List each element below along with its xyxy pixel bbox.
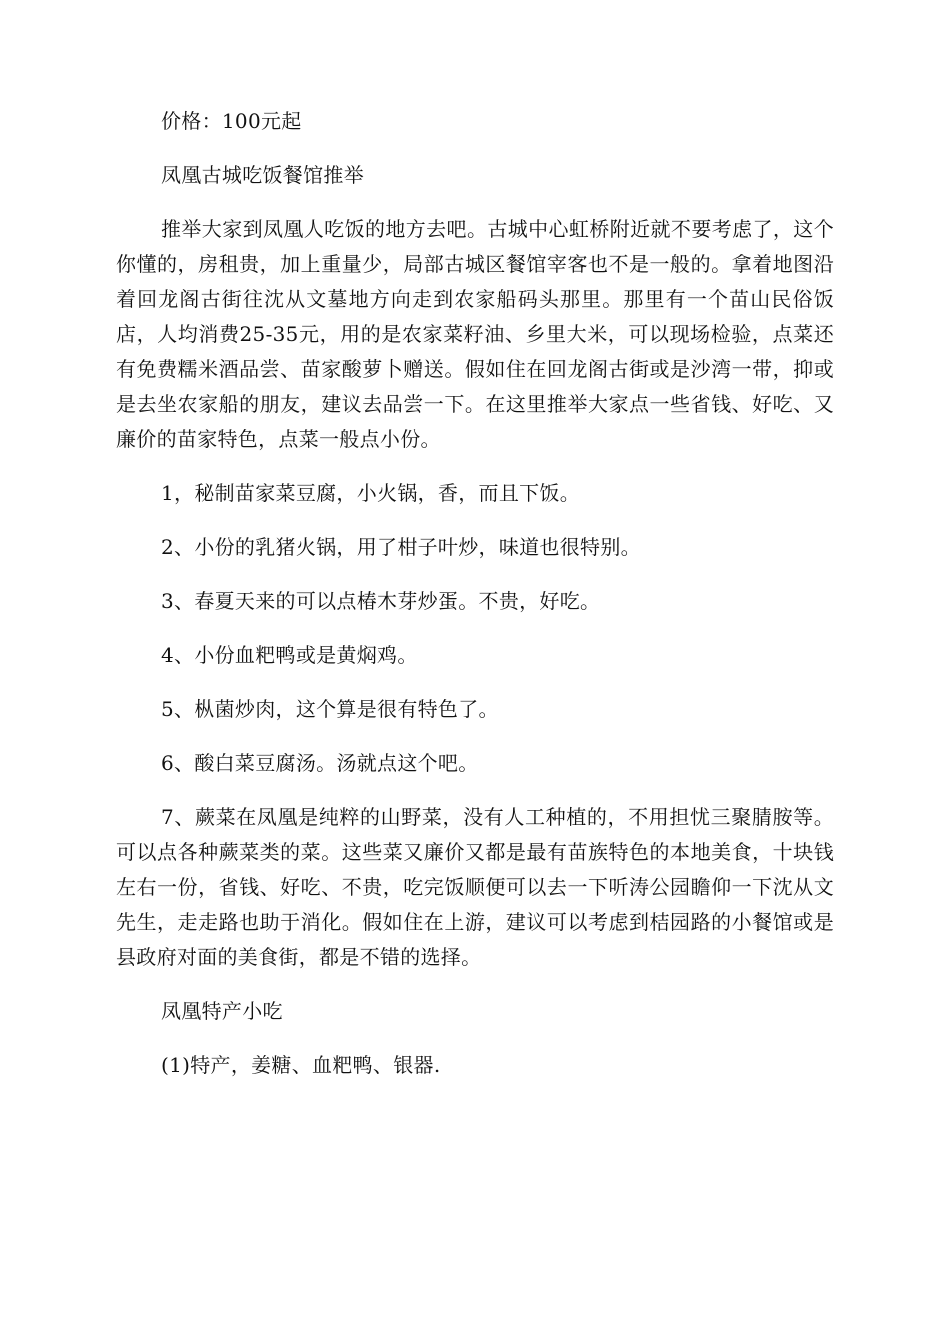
section-heading-snacks: 凤凰特产小吃 [161, 999, 283, 1023]
paragraph-recommendation: 推举大家到凤凰人吃饭的地方去吧。古城中心虹桥附近就不要考虑了，这个你懂的，房租贵，加上重量少，局部古城区餐馆宰客也不是一般的。拿着地图沿着回龙阁古街往沈从文墓地方向走到农家船码头那里。那里有一个苗山民俗饭店，人均消费25-35元，用的是农家菜籽油、乡里大米，可以现场检验，点菜还有免费糯米酒品尝、苗家酸萝卜赠送。假如住在回龙阁古街或是沙湾一带，抑或是去坐农家船的朋友，建议去品尝一下。在这里推举大家点一些省钱、好吃、又廉价的苗家特色，点菜一般点小份。 [116, 217, 834, 451]
list-item-6: 6、酸白菜豆腐汤。汤就点这个吧。 [161, 751, 479, 775]
list-item-7: 7、蕨菜在凤凰是纯粹的山野菜，没有人工种植的，不用担忧三聚腈胺等。可以点各种蕨菜类的菜。这些菜又廉价又都是最有苗族特色的本地美食，十块钱左右一份，省钱、好吃、不贵，吃完饭顺便可以去一下听涛公园瞻仰一下沈从文先生，走走路也助于消化。假如住在上游，建议可以考虑到桔园路的小餐馆或是县政府对面的美食街，都是不错的选择。 [116, 805, 834, 969]
list-item-1: 1，秘制苗家菜豆腐，小火锅，香，而且下饭。 [161, 481, 581, 505]
snack-item-1: (1)特产，姜糖、血粑鸭、银器. [161, 1053, 441, 1077]
list-item-2: 2、小份的乳猪火锅，用了柑子叶炒，味道也很特别。 [161, 535, 641, 559]
list-item-3: 3、春夏天来的可以点椿木芽炒蛋。不贵，好吃。 [161, 589, 601, 613]
section-heading-restaurants: 凤凰古城吃饭餐馆推举 [161, 163, 364, 187]
list-item-4: 4、小份血粑鸭或是黄焖鸡。 [161, 643, 418, 667]
list-item-5: 5、枞菌炒肉，这个算是很有特色了。 [161, 697, 499, 721]
document-body [116, 104, 834, 1102]
price-line: 价格：100元起 [161, 109, 302, 133]
